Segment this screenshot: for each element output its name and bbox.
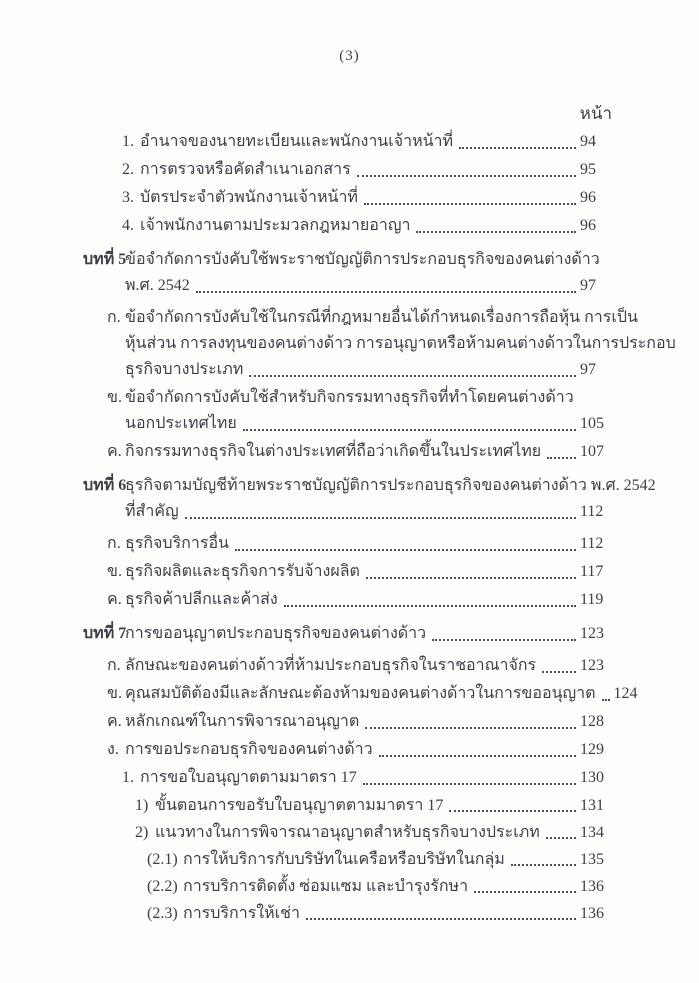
toc-text: ธุรกิจตามบัญชีท้ายพระราชบัญญัติการประกอบธุรกิจของคนต่างด้าว พ.ศ. 2542 [125, 477, 656, 494]
toc-text: บัตรประจำตัวพนักงานเจ้าหน้าที่ [140, 189, 358, 206]
toc-entry-line [83, 157, 612, 183]
toc-entry-line [83, 709, 612, 735]
toc-marker: บทที่ 7 [83, 625, 127, 642]
toc-leader-dots [243, 429, 576, 431]
toc-marker: 2) [135, 824, 149, 841]
toc-text: คุณสมบัติต้องมีและลักษณะต้องห้ามของคนต่างด้าวในการขออนุญาต [125, 685, 596, 702]
toc-marker: ข. [107, 563, 122, 580]
toc-text: พ.ศ. 2542 [125, 277, 190, 294]
toc-page-number: 96 [580, 217, 596, 234]
toc-leader-dots [306, 918, 576, 920]
toc-text: ธุรกิจค้าปลีกและค้าส่ง [125, 591, 278, 608]
toc-entry-line [83, 385, 612, 411]
toc-page-number: 112 [580, 535, 604, 552]
toc-entry-line [83, 901, 612, 926]
toc-text: หลักเกณฑ์ในการพิจารณาอนุญาต [125, 713, 360, 730]
toc-text: หุ้นส่วน การลงทุนของคนต่างด้าว การอนุญาตหรือห้ามคนต่างด้าวในการประกอบ [125, 335, 676, 352]
toc-entry-line [83, 653, 612, 679]
toc-leader-dots [542, 671, 576, 673]
toc-leader-dots [235, 549, 576, 551]
toc-page-number: 112 [580, 503, 604, 520]
toc-text: แนวทางในการพิจารณาอนุญาตสำหรับธุรกิจบางประเภท [155, 824, 540, 841]
toc-page-number: 131 [580, 797, 604, 814]
toc-marker: ข. [107, 389, 122, 406]
toc-marker: ก. [107, 309, 121, 326]
toc-entry-line [83, 185, 612, 211]
toc-marker: ก. [107, 657, 121, 674]
toc-page-number: 95 [580, 161, 596, 178]
toc-page-number: 119 [580, 591, 604, 608]
toc-list [83, 129, 676, 926]
toc-marker: 4. [122, 217, 134, 234]
toc-text: กิจกรรมทางธุรกิจในต่างประเทศที่ถือว่าเกิดขึ้นในประเทศไทย [125, 443, 542, 460]
toc-text: ข้อจำกัดการบังคับใช้ในกรณีที่กฎหมายอื่นได้กำหนดเรื่องการถือหุ้น การเป็น [125, 309, 638, 326]
toc-chapter-entry-line [83, 473, 656, 499]
toc-text: ข้อจำกัดการบังคับใช้พระราชบัญญัติการประกอบธุรกิจของคนต่างด้าว [125, 251, 600, 268]
toc-leader-dots [602, 699, 610, 701]
toc-marker: ง. [107, 741, 119, 758]
toc-entry-line [83, 765, 612, 791]
toc-leader-dots [196, 291, 576, 293]
toc-entry-line [83, 793, 612, 818]
toc-marker: ค. [107, 713, 122, 730]
toc-leader-dots [511, 864, 576, 866]
toc-marker: 1. [122, 133, 134, 150]
toc-entry-line [83, 874, 612, 899]
toc-leader-dots [416, 231, 576, 233]
toc-page-number: 97 [580, 277, 596, 294]
toc-leader-dots [432, 639, 576, 641]
toc-page-number: 94 [580, 133, 596, 150]
page-column-header: หน้า [579, 104, 612, 123]
toc-chapter-entry-line [83, 499, 612, 525]
toc-leader-dots [474, 891, 576, 893]
toc-leader-dots [357, 175, 576, 177]
toc-text: การขอประกอบธุรกิจของคนต่างด้าว [125, 741, 373, 758]
folio-label: (3) [339, 48, 360, 64]
toc-text: การขอใบอนุญาตตามมาตรา 17 [140, 769, 357, 786]
toc-page-number: 129 [580, 741, 604, 758]
toc-entry-line [83, 129, 612, 155]
toc-leader-dots [365, 727, 576, 729]
toc-text: การบริการติดตั้ง ซ่อมแซม และบำรุงรักษา [183, 878, 469, 895]
toc-chapter-entry-line [83, 273, 612, 299]
toc-entry-line [83, 681, 638, 707]
toc-chapter-entry-line [83, 621, 612, 647]
toc-marker: ค. [107, 443, 122, 460]
toc-text: การให้บริการกับบริษัทในเครือหรือบริษัทในกลุ่ม [183, 851, 505, 868]
toc-text: การตรวจหรือคัดสำเนาเอกสาร [140, 161, 351, 178]
toc-marker: บทที่ 6 [83, 477, 127, 494]
toc-marker: (2.2) [147, 878, 178, 895]
toc-entry-line [83, 587, 612, 613]
toc-text: ธุรกิจบริการอื่น [125, 535, 229, 552]
toc-page-number: 97 [580, 361, 596, 378]
toc-entry-line [83, 357, 612, 383]
toc-page-number: 123 [580, 657, 604, 674]
toc-text: ลักษณะของคนต่างด้าวที่ห้ามประกอบธุรกิจในราชอาณาจักร [125, 657, 537, 674]
toc-marker: (2.3) [147, 905, 178, 922]
toc-marker: ข. [107, 685, 122, 702]
toc-marker: 3. [122, 189, 134, 206]
toc-text: ข้อจำกัดการบังคับใช้สำหรับกิจกรรมทางธุรกิจที่ทำโดยคนต่างด้าว [125, 389, 574, 406]
toc-marker: 1) [135, 797, 149, 814]
toc-page-number: 136 [580, 905, 604, 922]
toc-leader-dots [546, 837, 576, 839]
toc-marker: ก. [107, 535, 121, 552]
toc-entry-line [83, 737, 612, 763]
toc-chapter-entry-line [83, 247, 612, 273]
toc-marker: บทที่ 5 [83, 251, 127, 268]
toc-leader-dots [364, 203, 576, 205]
toc-page-number: 96 [580, 189, 596, 206]
toc-page-number: 117 [580, 563, 604, 580]
toc-marker: ค. [107, 591, 122, 608]
toc-page-number: 105 [580, 415, 604, 432]
toc-marker: (2.1) [147, 851, 178, 868]
toc-entry-line [83, 820, 612, 845]
toc-text: ที่สำคัญ [125, 503, 179, 520]
toc-leader-dots [249, 375, 576, 377]
toc-entry-line [83, 439, 612, 465]
toc-entry-line [83, 305, 638, 331]
toc-text: ขั้นตอนการขอรับใบอนุญาตตามมาตรา 17 [155, 797, 444, 814]
toc-page-number: 135 [580, 851, 604, 868]
toc-text: การบริการให้เช่า [183, 905, 300, 922]
toc-leader-dots [284, 605, 576, 607]
toc-entry-line [83, 847, 612, 872]
toc-entry-line [83, 411, 612, 437]
toc-page-number: 130 [580, 769, 604, 786]
toc-leader-dots [547, 457, 576, 459]
toc-page-number: 128 [580, 713, 604, 730]
toc-text: อำนาจของนายทะเบียนและพนักงานเจ้าหน้าที่ [140, 133, 454, 150]
toc-leader-dots [379, 755, 576, 757]
toc-entry-line [83, 331, 676, 357]
toc-entry-line [83, 213, 612, 239]
toc-text: ธุรกิจบางประเภท [125, 361, 244, 378]
toc-leader-dots [185, 517, 576, 519]
toc-marker: 1. [122, 769, 134, 786]
table-of-contents [83, 102, 676, 926]
toc-page-number: 134 [580, 824, 604, 841]
toc-entry-line [83, 559, 612, 585]
toc-leader-dots [363, 783, 576, 785]
toc-text: เจ้าพนักงานตามประมวลกฎหมายอาญา [140, 217, 411, 234]
toc-entry-line [83, 531, 612, 557]
toc-text: การขออนุญาตประกอบธุรกิจของคนต่างด้าว [125, 625, 427, 642]
toc-marker: 2. [122, 161, 134, 178]
toc-page-number: 123 [580, 625, 604, 642]
toc-leader-dots [449, 810, 576, 812]
toc-page-number: 124 [613, 685, 638, 702]
toc-text: นอกประเทศไทย [125, 415, 237, 432]
toc-text: ธุรกิจผลิตและธุรกิจการรับจ้างผลิต [125, 563, 360, 580]
toc-leader-dots [459, 147, 576, 149]
toc-leader-dots [366, 577, 576, 579]
toc-page-number: 136 [580, 878, 604, 895]
toc-page-number: 107 [580, 443, 604, 460]
